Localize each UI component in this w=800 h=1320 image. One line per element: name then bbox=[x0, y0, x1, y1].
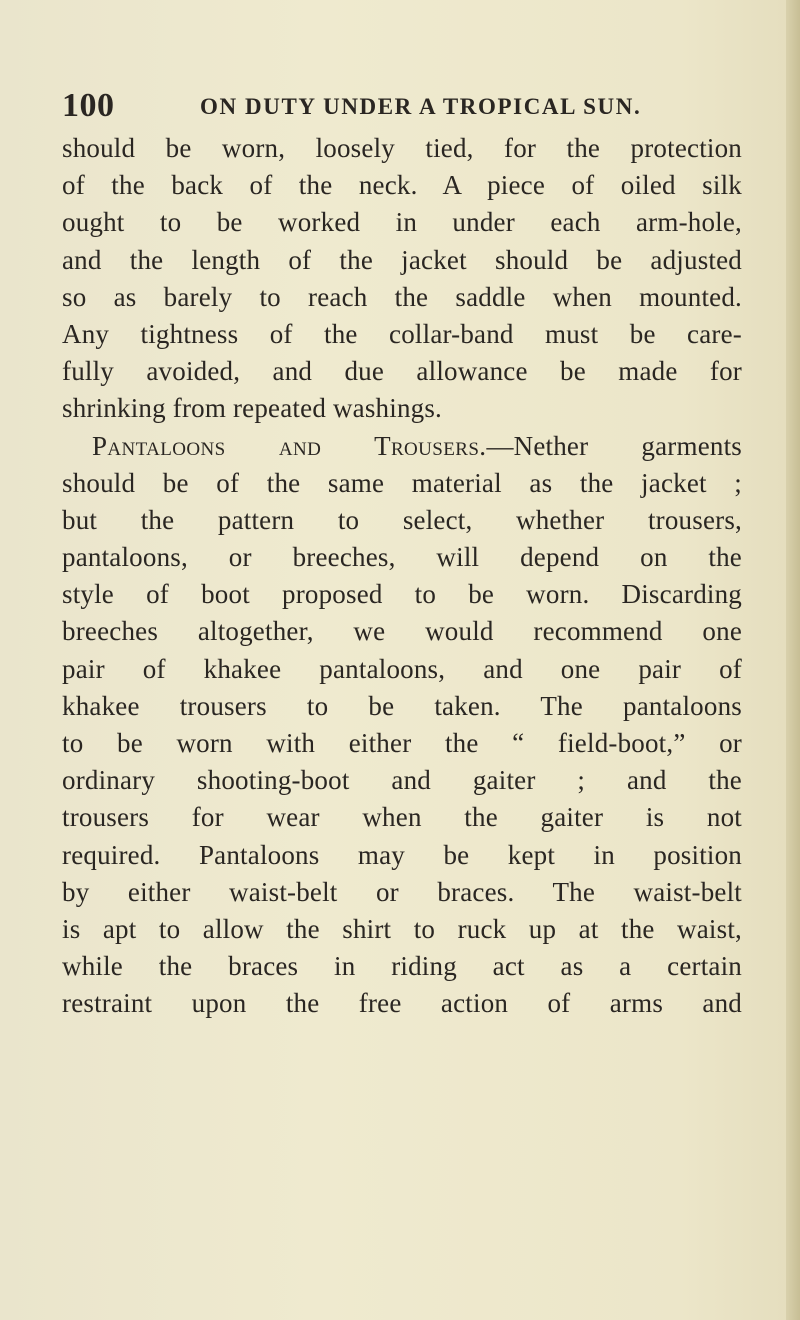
text-line: fully avoided, and due allowance be made for bbox=[62, 356, 742, 387]
text-line: style of boot proposed to be worn. Discarding bbox=[62, 579, 742, 610]
text-line: and the length of the jacket should be adjusted bbox=[62, 244, 742, 275]
text-line: khakee trousers to be taken. The pantaloons bbox=[62, 690, 742, 721]
running-head: ON DUTY UNDER A TROPICAL SUN. bbox=[200, 94, 642, 119]
page-edge bbox=[786, 0, 800, 1320]
page-header bbox=[62, 86, 702, 126]
text-line: of the back of the neck. A piece of oiled silk bbox=[62, 170, 742, 201]
text-line: Any tightness of the collar-band must be care- bbox=[62, 318, 742, 349]
text-line: pair of khakee pantaloons, and one pair of bbox=[62, 653, 742, 684]
text-line-rest: —Nether garments bbox=[486, 430, 742, 461]
text-line: is apt to allow the shirt to ruck up at the waist, bbox=[62, 913, 742, 944]
text-line: restraint upon the free action of arms and bbox=[62, 988, 742, 1019]
text-line: shrinking from repeated washings. bbox=[62, 393, 443, 424]
text-line: pantaloons, or breeches, will depend on the bbox=[62, 542, 742, 573]
text-line: ordinary shooting-boot and gaiter ; and the bbox=[62, 765, 742, 796]
text-line: so as barely to reach the saddle when mounted. bbox=[62, 281, 742, 312]
section-heading-line bbox=[62, 428, 742, 465]
section-heading: Pantaloons and Trousers. bbox=[92, 430, 487, 461]
text-line: breeches altogether, we would recommend one bbox=[62, 616, 742, 647]
text-line: should be worn, loosely tied, for the protection bbox=[62, 133, 742, 163]
text-line: required. Pantaloons may be kept in position bbox=[62, 839, 742, 870]
text-line: ought to be worked in under each arm-hole, bbox=[62, 207, 742, 238]
text-line: trousers for wear when the gaiter is not bbox=[62, 802, 742, 833]
text-line: to be worn with either the “ field-boot,” or bbox=[62, 728, 742, 758]
page-number: 100 bbox=[62, 87, 115, 124]
body-text bbox=[62, 130, 742, 1023]
text-line: while the braces in riding act as a certain bbox=[62, 951, 742, 982]
text-line: should be of the same material as the jacket ; bbox=[62, 467, 742, 498]
text-line: by either waist-belt or braces. The waist-belt bbox=[62, 876, 742, 907]
text-line: but the pattern to select, whether trousers, bbox=[62, 504, 742, 535]
